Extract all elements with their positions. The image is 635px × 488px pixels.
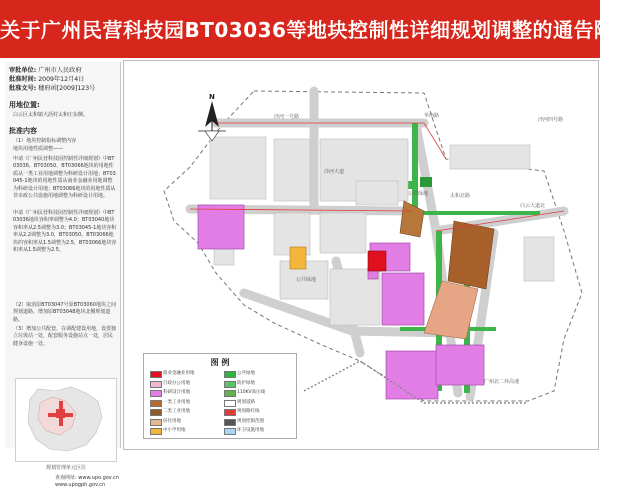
- legend-swatch: [150, 371, 162, 378]
- legend-swatch: [224, 428, 236, 435]
- location-inset-svg: [16, 379, 116, 461]
- doc-number-label: 批准文号:: [9, 85, 37, 92]
- approval-time-value: 2009年12月4日: [38, 76, 85, 83]
- approval-unit-value: 广州市人民政府: [38, 67, 82, 74]
- legend-label: 环卫设施用地: [237, 428, 264, 433]
- road-label-5: 广州北二环高速: [484, 379, 520, 385]
- approval-unit-row: [9, 65, 82, 74]
- road-label-7: 沙河四号路: [538, 117, 564, 123]
- school-land: [290, 247, 306, 269]
- commercial-land: [368, 251, 386, 271]
- legend-label: 科研设计用地: [163, 390, 190, 395]
- green-label-2: 公共绿地: [296, 277, 317, 283]
- legend-swatch: [224, 409, 236, 416]
- legend-swatch: [224, 419, 236, 426]
- contact-line-1: 查询网址: www.upo.gov.cn: [55, 475, 119, 481]
- info-sidebar: [5, 62, 121, 488]
- legend-label: 防护绿地: [237, 380, 255, 386]
- north-label: N: [209, 93, 215, 101]
- road-label-3: 太和北路: [450, 193, 471, 199]
- legend-label: 110KV高压线: [237, 390, 266, 395]
- content-paragraph-3: 申请《广州民营科技园控制性详细规划》中BT03036、BT03050、BT03066地块的用地性质从一类工业用地调整为科研设计用地；BT03045-1地块的用地性质从商业金融业用地调整为科研设计用地；BT03066地块的用地性质从非市政公共设施用地调整为科研设计用地。: [13, 156, 116, 200]
- legend-label: 中小学用地: [163, 428, 186, 433]
- content-paragraph-1: （1）地块控制指标调整内容: [13, 138, 77, 144]
- content-paragraph-5: （2）取消原BT03047号原BT03060地块之间规划道路，增加原BT03048地块北侧规划道路。: [13, 302, 116, 323]
- legend-label: 行政办公用地: [163, 380, 190, 386]
- legend-swatch: [150, 409, 162, 416]
- legend-label: 规划控制范围: [237, 418, 264, 424]
- legend-label: 规划道路: [237, 399, 255, 405]
- road-label-2: 华南路: [424, 113, 440, 119]
- content-paragraph-6: （3）增加公共配套，在调配建设用地，设置独立垃圾站一处，配套服务设施站点一处，居民健身设施一处。: [13, 326, 117, 347]
- doc-number-value: 穗府函[2009]123号: [38, 85, 96, 92]
- legend-label: 商业金融业用地: [163, 371, 195, 376]
- legend-label: 规划路红线: [237, 409, 260, 414]
- approval-time-label: 批准时间:: [9, 76, 37, 83]
- page-title: 关于广州民营科技园BT03036等地块控制性详细规划调整的通告附图: [0, 18, 635, 42]
- legend-swatch: [150, 428, 162, 435]
- legend-swatch: [224, 381, 236, 388]
- legend-swatch: [150, 390, 162, 397]
- doc-number-row: [9, 83, 95, 92]
- header-banner: [0, 0, 635, 58]
- approval-time-row: [9, 74, 84, 83]
- approval-content-heading: 批准内容: [9, 127, 37, 135]
- legend-swatch: [224, 390, 236, 397]
- content-paragraph-4: 申请《广州民营科技园控制性详细规划》中BT03036地块容积率调整为4.0；BT03040地块容积率从2.5调整为3.0；BT03045-1地块容积率从2.2调整为3.0，BT03050、BT03066地块的容积率从1.5调整为2.5，BT03066地块容积率从1.5调整为2.5。: [13, 210, 117, 254]
- road-label-4: 白云大道北: [520, 203, 546, 209]
- location-inset-caption: 规划管理单元区位: [45, 465, 86, 471]
- legend-swatch: [150, 381, 162, 388]
- location-marker: [56, 409, 65, 418]
- location-inset-map: [15, 378, 117, 471]
- road-label-1: 沙河一号路: [274, 114, 300, 120]
- legend-label: 居住用地: [163, 418, 181, 424]
- legend-swatch: [150, 400, 162, 407]
- legend-label: 公共绿地: [237, 371, 255, 376]
- legend-swatch: [224, 371, 236, 378]
- land-scope-text: 白云区太和镇大沥村太和庄东侧。: [13, 112, 89, 118]
- approval-unit-label: 审批单位:: [9, 67, 37, 74]
- road-label-6: 沙河大道: [324, 169, 345, 175]
- green-label-1: 公共绿地: [408, 191, 429, 197]
- land-scope-heading: 用地位置:: [9, 101, 40, 109]
- content-paragraph-2: 地块用地性质调整——: [13, 146, 64, 152]
- legend-swatch: [224, 400, 236, 407]
- map-legend: [143, 353, 297, 439]
- contact-line-2: www.upogph.gov.cn: [55, 482, 106, 488]
- legend-label: 二类工业用地: [163, 409, 190, 414]
- legend-label: 一类工业用地: [163, 399, 190, 405]
- legend-title: 图 例: [210, 358, 230, 367]
- legend-swatch: [150, 419, 162, 426]
